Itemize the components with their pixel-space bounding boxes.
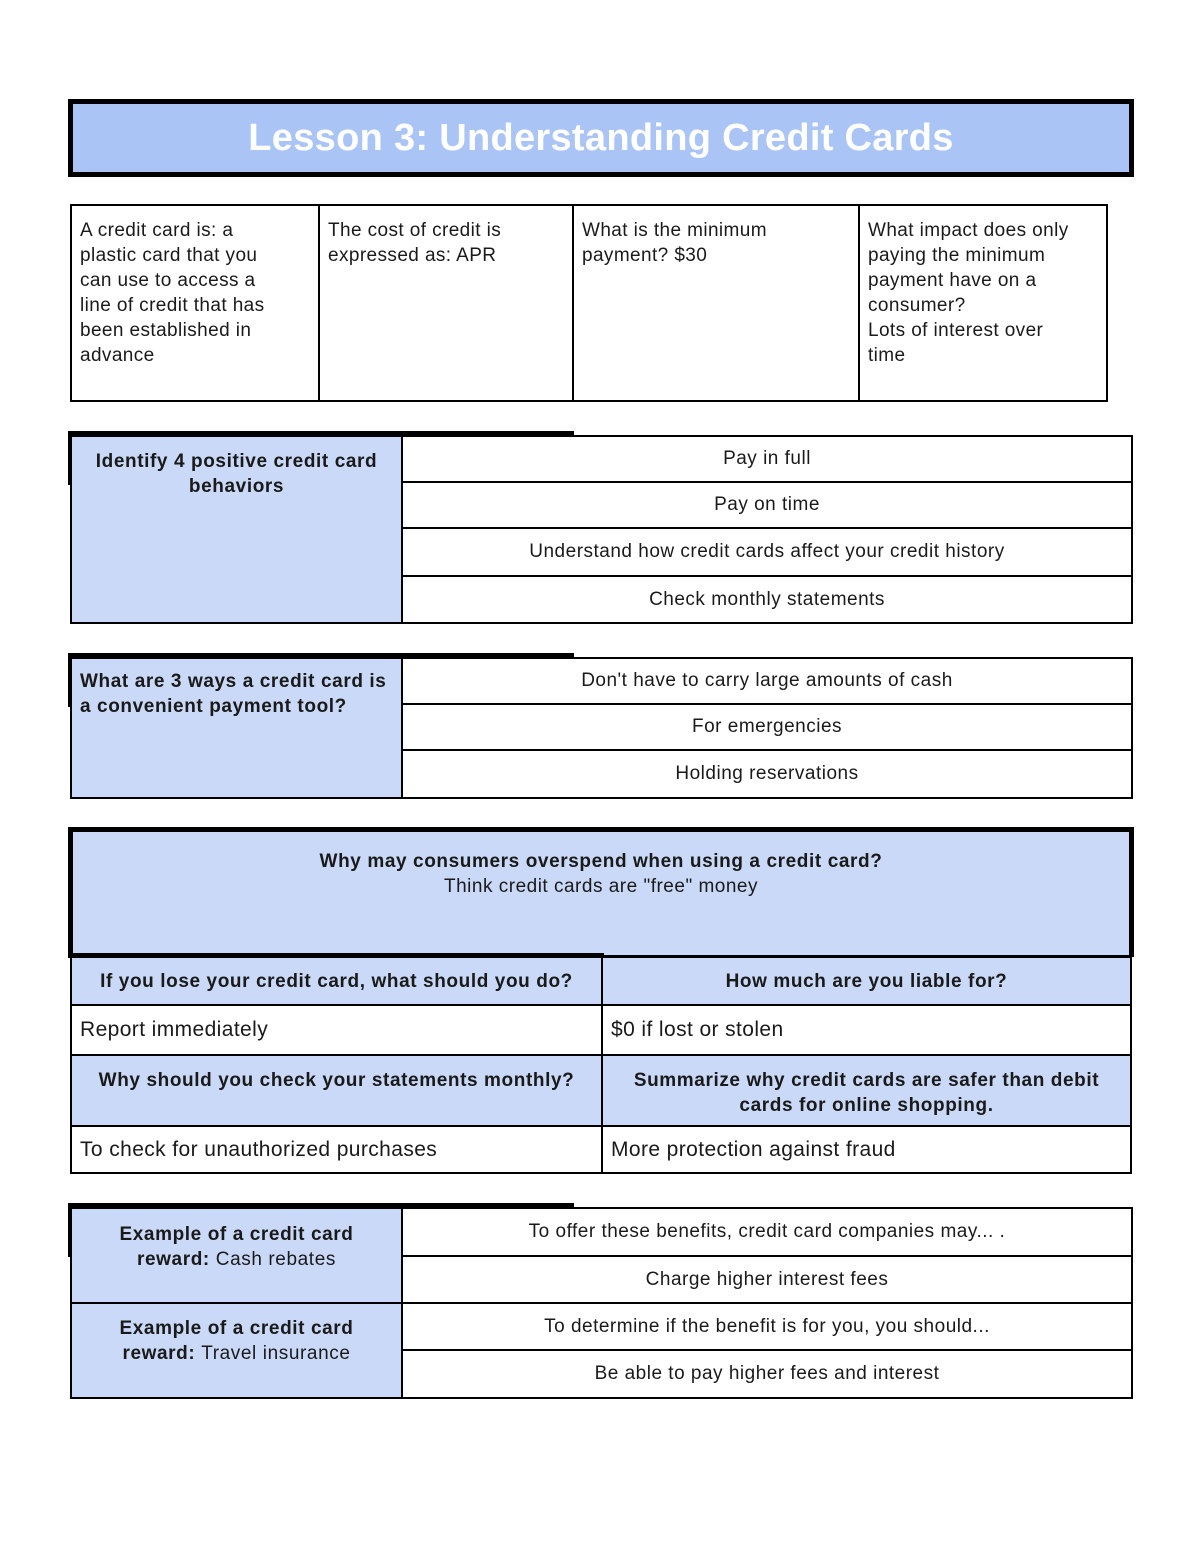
- liability-question: How much are you liable for?: [601, 956, 1132, 1006]
- online-safety-answer: More protection against fraud: [601, 1125, 1132, 1174]
- minimum-payment-box: What is the minimum payment? $30: [572, 204, 860, 402]
- convenient-label: What are 3 ways a credit card is a convenient payment tool?: [80, 671, 387, 717]
- benefits-prompt: To offer these benefits, credit card companies may... .: [401, 1207, 1133, 1257]
- benefits-answer: Charge higher interest fees: [401, 1255, 1133, 1304]
- positive-behaviors-label: Identify 4 positive credit card behaviors: [95, 451, 378, 497]
- positive-behavior-2: Pay on time: [401, 481, 1133, 529]
- statements-question: Why should you check your statements monthly?: [70, 1054, 603, 1127]
- positive-behaviors-label-cell: [70, 435, 403, 624]
- reward-2-heading: Example of a credit card reward:: [119, 1318, 354, 1364]
- lost-card-answer: Report immediately: [70, 1004, 603, 1056]
- reward-2-value: Travel insurance: [201, 1343, 351, 1364]
- reward-2-cell: [70, 1302, 403, 1399]
- definition-box: A credit card is: a plastic card that you can use to access a line of credit that has been established in advance: [70, 204, 320, 402]
- determine-prompt: To determine if the benefit is for you, you should...: [401, 1302, 1133, 1351]
- page-title-banner: [68, 99, 1134, 177]
- page-title: Lesson 3: Understanding Credit Cards: [248, 116, 954, 159]
- positive-behavior-3: Understand how credit cards affect your credit history: [401, 527, 1133, 577]
- overspend-answer: Think credit cards are "free" money: [444, 876, 758, 897]
- overspend-box: [68, 827, 1134, 957]
- reward-2-label: [72, 1304, 401, 1366]
- reward-1-heading: Example of a credit card reward:: [119, 1224, 354, 1270]
- cost-of-credit-box: The cost of credit is expressed as: APR: [318, 204, 574, 402]
- convenient-label-cell: [70, 657, 403, 799]
- convenient-way-3: Holding reservations: [401, 749, 1133, 799]
- convenient-way-1: Don't have to carry large amounts of cash: [401, 657, 1133, 705]
- reward-1-value: Cash rebates: [215, 1249, 336, 1270]
- lost-card-question: If you lose your credit card, what should you do?: [70, 956, 603, 1006]
- liability-answer: $0 if lost or stolen: [601, 1004, 1132, 1056]
- overspend-question: Why may consumers overspend when using a credit card?: [319, 851, 883, 872]
- reward-1-cell: [70, 1207, 403, 1304]
- online-safety-question: Summarize why credit cards are safer than debit cards for online shopping.: [601, 1054, 1132, 1127]
- positive-behavior-1: Pay in full: [401, 435, 1133, 483]
- positive-behavior-4: Check monthly statements: [401, 575, 1133, 624]
- convenient-way-2: For emergencies: [401, 703, 1133, 751]
- minimum-impact-box: What impact does only paying the minimum payment have on a consumer? Lots of interest over time: [858, 204, 1108, 402]
- reward-1-label: [72, 1209, 401, 1272]
- statements-answer: To check for unauthorized purchases: [70, 1125, 603, 1174]
- determine-answer: Be able to pay higher fees and interest: [401, 1349, 1133, 1399]
